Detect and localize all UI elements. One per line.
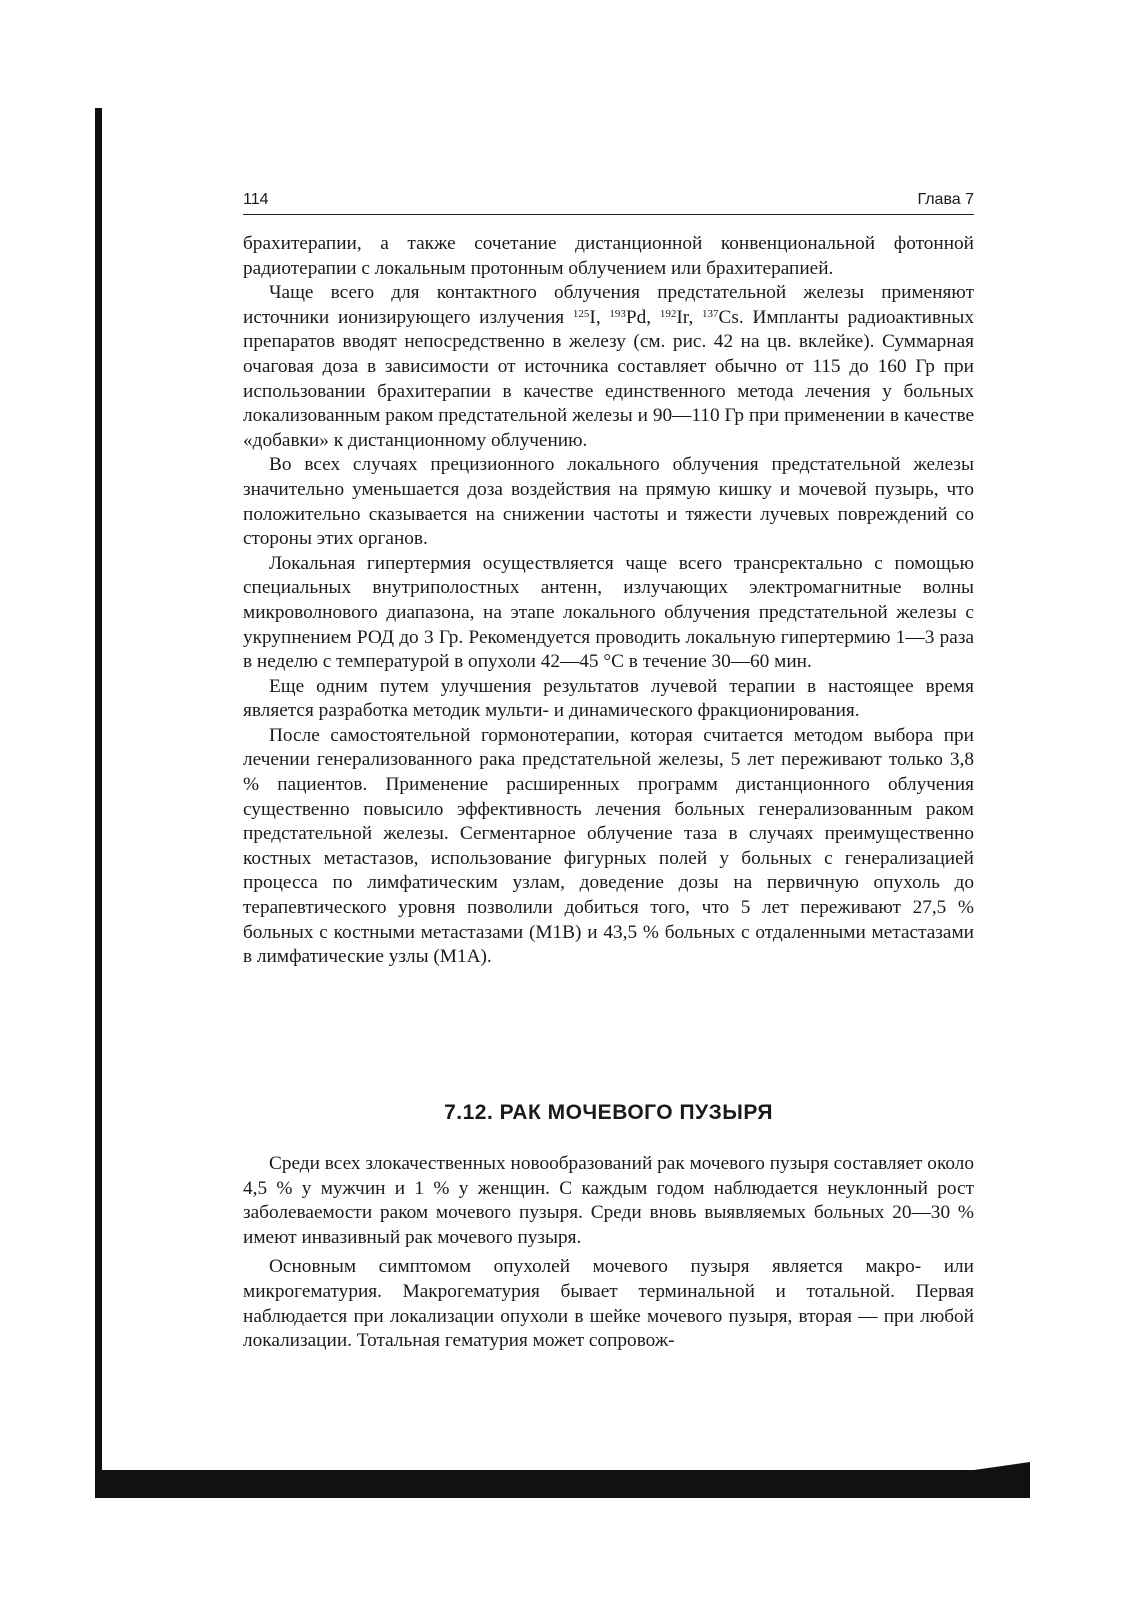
running-header <box>243 190 974 215</box>
body-text <box>243 232 974 970</box>
isotope-element: Pd, <box>625 306 660 328</box>
paragraph-5: Еще одним путем улучшения результатов лучевой терапии в настоящее время является разработка методик мульти- и динамического фракционирования. <box>243 675 974 722</box>
paragraph-4: Локальная гипертермия осуществляется чаще всего трансректально с помощью специальных внутриполостных антенн, излучающих электромагнитные волны микроволнового диапазона, на этапе локального облучения предстательной железы с укрупнением РОД до 3 Гр. Рекомендуется проводить локальную гипертермию 1—3 раза в неделю с температурой в опухоли 42—45 °С в течение 30—60 мин. <box>243 552 974 673</box>
scan-edge-left <box>95 108 102 1493</box>
isotope-mass: 193 <box>609 307 626 320</box>
isotope-mass: 125 <box>572 307 590 320</box>
page-number: 114 <box>243 191 269 208</box>
paragraph-2-lead: Чаще всего для контактного облучения предстательной железы применяют источники ионизирующего излучения <box>243 282 974 328</box>
isotope-mass: 192 <box>659 307 677 320</box>
section-text <box>243 1152 974 1354</box>
isotope-element: I, <box>589 306 610 328</box>
isotope-element: Ir, <box>676 306 703 328</box>
chapter-label: Глава 7 <box>917 191 974 208</box>
paragraph-2-rest: . Импланты радиоактивных препаратов вводят непосредственно в железу (см. рис. 42 на цв. вклейке). Суммарная очаговая доза в зависимости от источника составляет обычно от 115 до 160 Гр при использовании брахитерапии в качестве единственного метода лечения у больных локализованным раком предстательной железы и 90—110 Гр при применении в качестве «добавки» к дистанционному облучению. <box>243 306 974 451</box>
paragraph-2 <box>243 281 974 453</box>
section-paragraph-1: Среди всех злокачественных новообразований рак мочевого пузыря составляет около 4,5 % у мужчин и 1 % у женщин. С каждым годом наблюдается неуклонный рост заболеваемости раком мочевого пузыря. Среди вновь выявляемых больных 20—30 % имеют инвазивный рак мочевого пузыря. <box>243 1153 974 1248</box>
isotope-element: Cs <box>718 306 739 328</box>
isotope-mass: 137 <box>702 307 719 320</box>
paragraph-6: После самостоятельной гормонотерапии, которая считается методом выбора при лечении генерализованного рака предстательной железы, 5 лет переживают только 3,8 % пациентов. Применение расширенных программ дистанционного облучения существенно повысило эффективность лечения больных генерализованным раком предстательной железы. Сегментарное облучение таза в случаях преимущественно костных метастазов, использование фигурных полей у больных с генерализацией процесса по лимфатическим узлам, доведение дозы на первичную опухоль до терапевтического уровня позволили добиться того, что 5 лет переживают 27,5 % больных с костными метастазами (M1B) и 43,5 % больных с отдаленными метастазами в лимфатические узлы (M1A). <box>243 724 974 968</box>
scan-edge-bottom-corner <box>960 1462 1030 1472</box>
scan-edge-bottom <box>95 1470 1030 1498</box>
section-heading: 7.12. РАК МОЧЕВОГО ПУЗЫРЯ <box>444 1101 773 1124</box>
paragraph-3: Во всех случаях прецизионного локального облучения предстательной железы значительно уменьшается доза воздействия на прямую кишку и мочевой пузырь, что положительно сказывается на снижении частоты и тяжести лучевых повреждений со стороны этих органов. <box>243 454 974 550</box>
paragraph-1: брахитерапии, а также сочетание дистанционной конвенциональной фотонной радиотерапии с локальным протонным облучением или брахитерапией. <box>243 233 974 279</box>
section-paragraph-2: Основным симптомом опухолей мочевого пузыря является макро- или микрогематурия. Макрогематурия бывает терминальной и тотальной. Первая наблюдается при локализации опухоли в шейке мочевого пузыря, вторая — при любой локализации. Тотальная гематурия может сопровож- <box>243 1256 974 1352</box>
